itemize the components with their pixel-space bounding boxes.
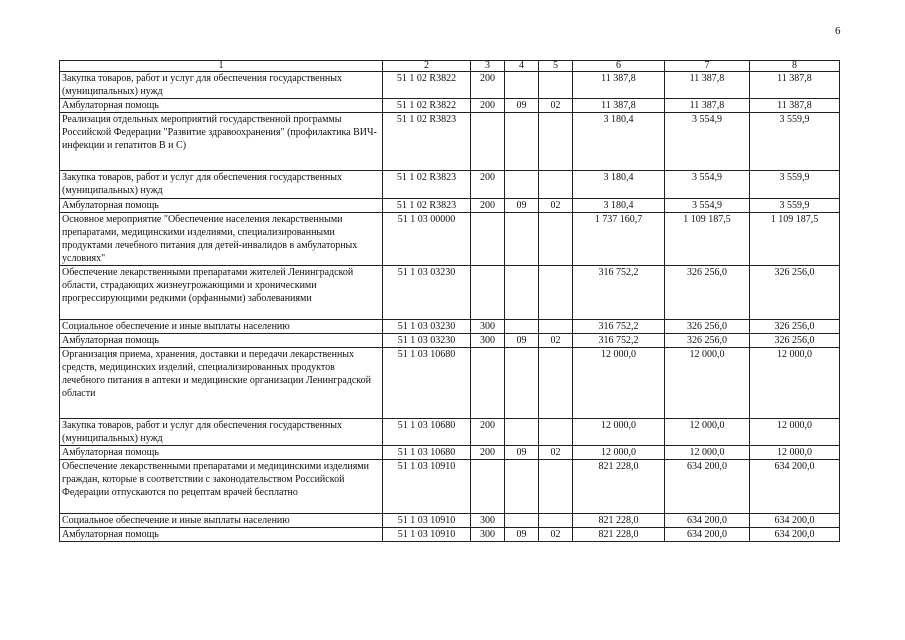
row-value-6: 821 228,0 xyxy=(573,528,665,542)
row-col3 xyxy=(471,348,505,419)
row-value-8: 12 000,0 xyxy=(750,419,840,446)
row-value-7: 12 000,0 xyxy=(665,446,750,460)
row-value-7: 634 200,0 xyxy=(665,460,750,514)
table-row xyxy=(60,199,840,213)
row-value-6: 12 000,0 xyxy=(573,348,665,419)
table-row xyxy=(60,514,840,528)
row-name: Закупка товаров, работ и услуг для обеспечения государственных (муниципальных) нужд xyxy=(60,72,383,99)
row-col4 xyxy=(505,348,539,419)
table-row xyxy=(60,320,840,334)
row-value-7: 326 256,0 xyxy=(665,334,750,348)
row-col5: 02 xyxy=(539,99,573,113)
row-value-6: 3 180,4 xyxy=(573,199,665,213)
row-col5 xyxy=(539,419,573,446)
row-value-8: 326 256,0 xyxy=(750,320,840,334)
row-col5 xyxy=(539,213,573,266)
row-col3: 300 xyxy=(471,320,505,334)
column-header: 7 xyxy=(665,61,750,72)
row-value-7: 3 554,9 xyxy=(665,171,750,199)
row-col5 xyxy=(539,514,573,528)
row-col5: 02 xyxy=(539,334,573,348)
row-name: Организация приема, хранения, доставки и передачи лекарственных средств, медицинских изделий, специализированных продуктов лечебного питания в аптеки и медицинские организации Ленинградской области xyxy=(60,348,383,419)
table-row xyxy=(60,528,840,542)
row-value-8: 11 387,8 xyxy=(750,72,840,99)
row-value-8: 3 559,9 xyxy=(750,171,840,199)
row-col3: 200 xyxy=(471,171,505,199)
table-row xyxy=(60,171,840,199)
row-name: Обеспечение лекарственными препаратами и медицинскими изделиями граждан, которые в соответствии с законодательством Российской Федерации отпускаются по рецептам врачей бесплатно xyxy=(60,460,383,514)
row-name: Закупка товаров, работ и услуг для обеспечения государственных (муниципальных) нужд xyxy=(60,171,383,199)
table-row xyxy=(60,113,840,171)
row-col5 xyxy=(539,266,573,320)
row-code: 51 1 02 R3823 xyxy=(383,171,471,199)
row-code: 51 1 03 10680 xyxy=(383,348,471,419)
table-row xyxy=(60,72,840,99)
row-name: Обеспечение лекарственными препаратами жителей Ленинградской области, страдающих жизнеугрожающими и хроническими прогрессирующими редкими (орфанными) заболеваниями xyxy=(60,266,383,320)
row-name: Социальное обеспечение и иные выплаты населению xyxy=(60,320,383,334)
budget-table xyxy=(59,60,840,542)
row-col3 xyxy=(471,266,505,320)
column-header: 3 xyxy=(471,61,505,72)
row-col3 xyxy=(471,213,505,266)
row-col5 xyxy=(539,72,573,99)
row-value-7: 11 387,8 xyxy=(665,99,750,113)
row-name: Амбулаторная помощь xyxy=(60,334,383,348)
table-row xyxy=(60,348,840,419)
row-col3: 300 xyxy=(471,514,505,528)
row-code: 51 1 03 10910 xyxy=(383,528,471,542)
row-code: 51 1 03 10910 xyxy=(383,460,471,514)
row-col3 xyxy=(471,113,505,171)
column-header: 4 xyxy=(505,61,539,72)
row-code: 51 1 03 00000 xyxy=(383,213,471,266)
table-row xyxy=(60,99,840,113)
row-col3: 200 xyxy=(471,99,505,113)
row-col4 xyxy=(505,113,539,171)
row-value-8: 3 559,9 xyxy=(750,113,840,171)
row-code: 51 1 03 10910 xyxy=(383,514,471,528)
table-row xyxy=(60,334,840,348)
row-value-6: 316 752,2 xyxy=(573,334,665,348)
row-value-7: 1 109 187,5 xyxy=(665,213,750,266)
row-col4 xyxy=(505,213,539,266)
row-col4 xyxy=(505,320,539,334)
row-value-6: 11 387,8 xyxy=(573,72,665,99)
row-col5: 02 xyxy=(539,446,573,460)
row-col5 xyxy=(539,171,573,199)
row-col3: 200 xyxy=(471,446,505,460)
row-value-7: 12 000,0 xyxy=(665,348,750,419)
table-row xyxy=(60,460,840,514)
row-value-6: 821 228,0 xyxy=(573,460,665,514)
row-name: Амбулаторная помощь xyxy=(60,528,383,542)
row-col4 xyxy=(505,460,539,514)
row-col4 xyxy=(505,171,539,199)
row-value-6: 12 000,0 xyxy=(573,446,665,460)
row-col5 xyxy=(539,460,573,514)
row-col4 xyxy=(505,266,539,320)
row-value-7: 3 554,9 xyxy=(665,113,750,171)
row-value-8: 634 200,0 xyxy=(750,460,840,514)
row-col5 xyxy=(539,320,573,334)
column-header: 5 xyxy=(539,61,573,72)
row-value-7: 326 256,0 xyxy=(665,320,750,334)
row-col4 xyxy=(505,72,539,99)
row-col3: 200 xyxy=(471,72,505,99)
row-code: 51 1 02 R3823 xyxy=(383,199,471,213)
row-col4 xyxy=(505,514,539,528)
row-col3 xyxy=(471,460,505,514)
row-name: Реализация отдельных мероприятий государственной программы Российской Федерации "Развитие здравоохранения" (профилактика ВИЧ-инфекции и гепатитов В и С) xyxy=(60,113,383,171)
row-col4: 09 xyxy=(505,334,539,348)
row-col5: 02 xyxy=(539,199,573,213)
column-header: 1 xyxy=(60,61,383,72)
column-header: 2 xyxy=(383,61,471,72)
row-col4: 09 xyxy=(505,99,539,113)
row-value-6: 1 737 160,7 xyxy=(573,213,665,266)
row-col5 xyxy=(539,348,573,419)
row-col3: 200 xyxy=(471,199,505,213)
row-col4: 09 xyxy=(505,446,539,460)
row-col4: 09 xyxy=(505,199,539,213)
row-col3: 300 xyxy=(471,334,505,348)
row-value-8: 326 256,0 xyxy=(750,334,840,348)
row-col5 xyxy=(539,113,573,171)
row-value-7: 634 200,0 xyxy=(665,528,750,542)
row-value-7: 634 200,0 xyxy=(665,514,750,528)
row-code: 51 1 03 03230 xyxy=(383,320,471,334)
row-value-6: 11 387,8 xyxy=(573,99,665,113)
row-value-6: 821 228,0 xyxy=(573,514,665,528)
row-name: Амбулаторная помощь xyxy=(60,99,383,113)
row-code: 51 1 02 R3822 xyxy=(383,72,471,99)
row-value-8: 12 000,0 xyxy=(750,446,840,460)
row-value-8: 326 256,0 xyxy=(750,266,840,320)
row-code: 51 1 03 03230 xyxy=(383,266,471,320)
row-value-8: 1 109 187,5 xyxy=(750,213,840,266)
row-value-7: 326 256,0 xyxy=(665,266,750,320)
table-row xyxy=(60,213,840,266)
table-row xyxy=(60,266,840,320)
row-name: Основное мероприятие "Обеспечение населения лекарственными препаратами, медицинскими изделиями, специализированными продуктами лечебного питания для детей-инвалидов в амбулаторных условиях" xyxy=(60,213,383,266)
page-number: 6 xyxy=(835,25,841,37)
row-value-8: 3 559,9 xyxy=(750,199,840,213)
row-col4 xyxy=(505,419,539,446)
row-value-7: 12 000,0 xyxy=(665,419,750,446)
row-code: 51 1 03 10680 xyxy=(383,419,471,446)
column-header: 8 xyxy=(750,61,840,72)
row-value-6: 316 752,2 xyxy=(573,320,665,334)
row-value-6: 316 752,2 xyxy=(573,266,665,320)
row-col5: 02 xyxy=(539,528,573,542)
row-code: 51 1 03 10680 xyxy=(383,446,471,460)
table-row xyxy=(60,446,840,460)
column-header: 6 xyxy=(573,61,665,72)
row-code: 51 1 02 R3823 xyxy=(383,113,471,171)
table-row xyxy=(60,419,840,446)
row-value-8: 634 200,0 xyxy=(750,528,840,542)
row-col3: 300 xyxy=(471,528,505,542)
row-name: Амбулаторная помощь xyxy=(60,446,383,460)
row-value-7: 11 387,8 xyxy=(665,72,750,99)
row-value-6: 3 180,4 xyxy=(573,171,665,199)
row-col3: 200 xyxy=(471,419,505,446)
row-value-8: 11 387,8 xyxy=(750,99,840,113)
header-row xyxy=(60,61,840,72)
row-name: Социальное обеспечение и иные выплаты населению xyxy=(60,514,383,528)
row-name: Закупка товаров, работ и услуг для обеспечения государственных (муниципальных) нужд xyxy=(60,419,383,446)
row-value-8: 12 000,0 xyxy=(750,348,840,419)
row-value-8: 634 200,0 xyxy=(750,514,840,528)
row-value-6: 12 000,0 xyxy=(573,419,665,446)
row-name: Амбулаторная помощь xyxy=(60,199,383,213)
table-body xyxy=(60,72,840,542)
row-code: 51 1 03 03230 xyxy=(383,334,471,348)
row-value-6: 3 180,4 xyxy=(573,113,665,171)
row-value-7: 3 554,9 xyxy=(665,199,750,213)
row-code: 51 1 02 R3822 xyxy=(383,99,471,113)
row-col4: 09 xyxy=(505,528,539,542)
